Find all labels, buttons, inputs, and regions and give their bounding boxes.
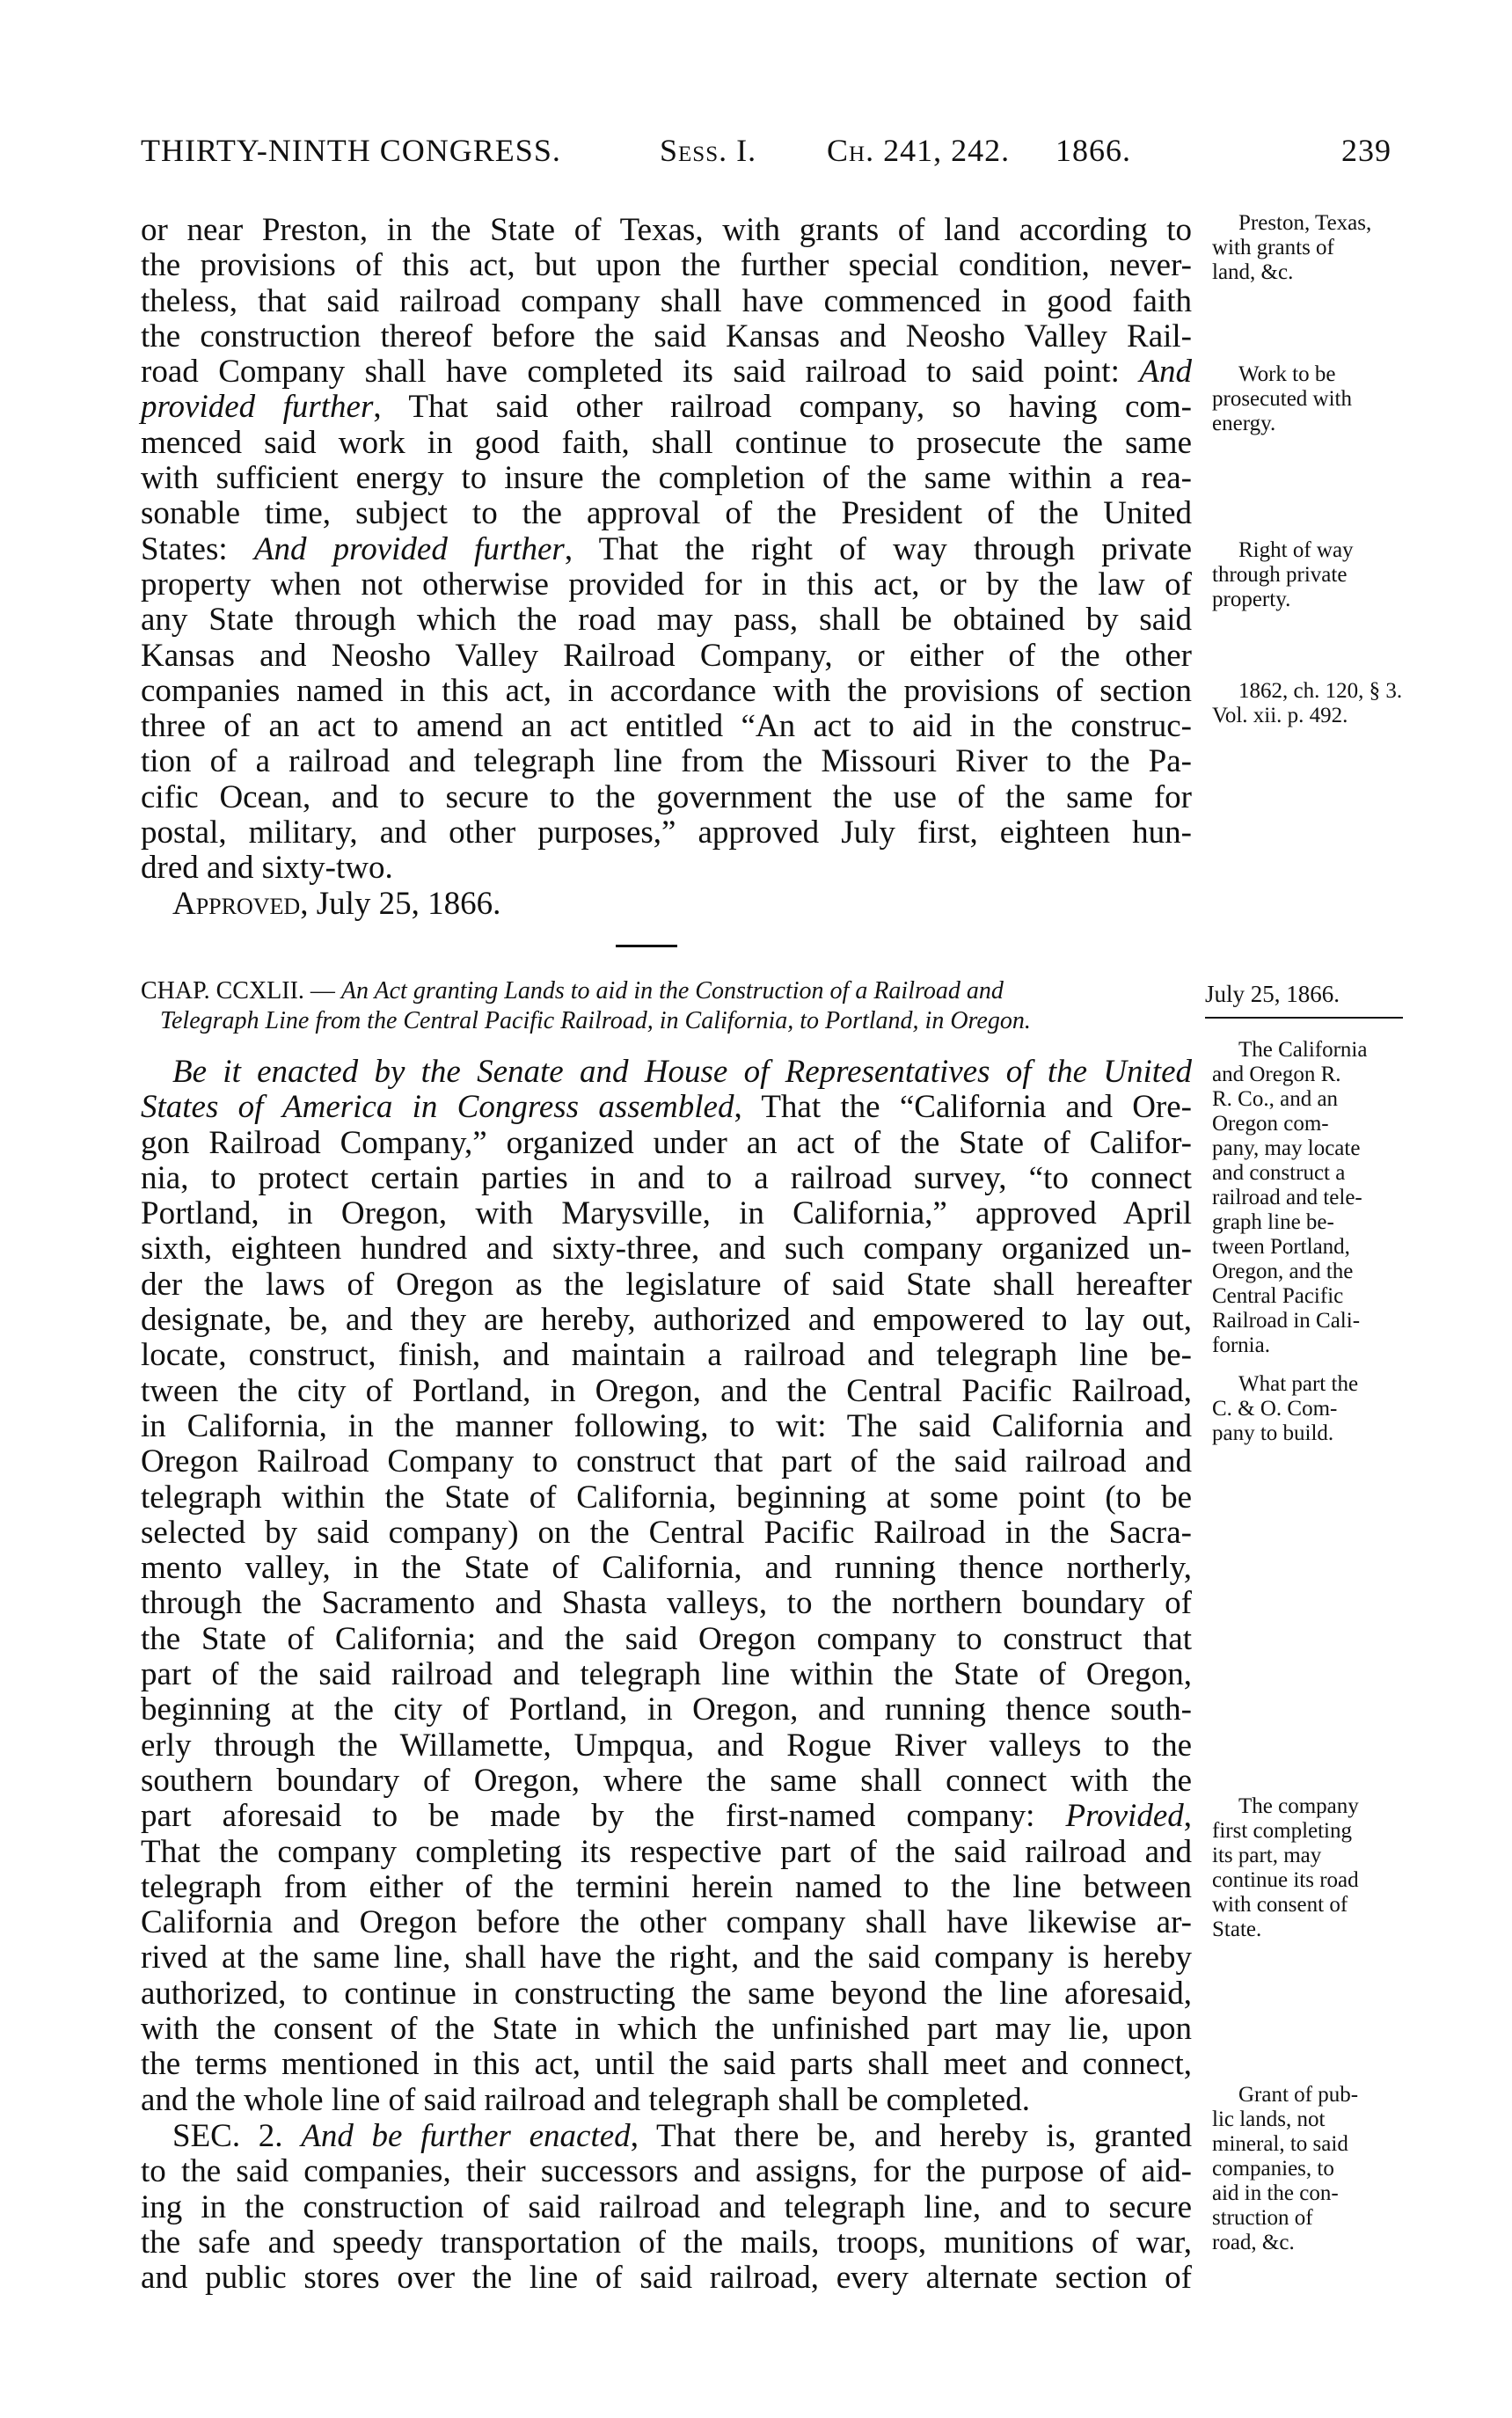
margin-note-line: Preston, Texas,: [1238, 211, 1372, 235]
margin-note-line: railroad and tele-: [1212, 1186, 1362, 1209]
italic-text: Provided: [1065, 1798, 1184, 1835]
text-line: [141, 390, 1192, 425]
text: theless, that said railroad company shall have commenced in good faith: [141, 282, 1192, 319]
margin-note-line: Oregon com-: [1212, 1112, 1329, 1136]
text: postal, military, and other purposes,” approved July first, eighteen hun-: [141, 815, 1192, 851]
text: with sufficient energy to insure the completion of the same within a rea-: [141, 460, 1192, 497]
margin-note-line: energy.: [1212, 412, 1276, 435]
text-line: [141, 976, 1161, 1006]
margin-note-line: 1862, ch. 120, § 3.: [1238, 679, 1403, 703]
header-year: 1866.: [1055, 133, 1131, 168]
text: the safe and speedy transportation of the mails, troops, munitions of war,: [141, 2224, 1192, 2261]
text: three of an act to amend an act entitled “An act to aid in the construc-: [141, 708, 1192, 745]
text: nia, to protect certain parties in and to a railroad survey, “to connect: [141, 1159, 1192, 1196]
margin-note-line: What part the: [1238, 1372, 1359, 1396]
margin-note-line: The California: [1238, 1038, 1368, 1062]
text: tion of a railroad and telegraph line from the Missouri River to the Pa-: [141, 743, 1192, 780]
header-title: THIRTY-NINTH CONGRESS.: [141, 133, 561, 168]
italic-text: And provided further: [253, 530, 565, 567]
chapter-heading: [141, 976, 1161, 1036]
margin-note: [1212, 1794, 1414, 1942]
margin-note: [1212, 362, 1414, 436]
text-line: [141, 1586, 1192, 1621]
text-line: [141, 1622, 1192, 1657]
text: the provisions of this act, but upon the further special condition, never-: [141, 247, 1192, 284]
italic-text: Telegraph Line from the Central Pacific Railroad, in California, to Portland, in Oregon.: [160, 1007, 1031, 1034]
margin-note-line: continue its road: [1212, 1868, 1359, 1892]
margin-note-line: pany, may locate: [1212, 1136, 1361, 1160]
text-line: [141, 2119, 1192, 2154]
text: southern boundary of Oregon, where the same shall connect with the: [141, 1762, 1192, 1799]
text: erly through the Willamette, Umpqua, and Rogue River valleys to the: [141, 1727, 1192, 1764]
text: telegraph within the State of California, beginning at some point (to be: [141, 1479, 1192, 1516]
margin-note-line: property.: [1212, 588, 1291, 611]
text-line: [141, 1090, 1192, 1125]
text: California and Oregon before the other company shall have likewise ar-: [141, 1904, 1192, 1941]
text: der the laws of Oregon as the legislature of said State shall hereafter: [141, 1266, 1192, 1303]
italic-text: And be further enacted: [301, 2118, 631, 2154]
text: authorized, to continue in constructing the same beyond the line aforesaid,: [141, 1975, 1192, 2012]
margin-note-line: land, &c.: [1212, 260, 1294, 284]
margin-note-line: road, &c.: [1212, 2231, 1295, 2254]
text-line: [141, 1161, 1192, 1196]
text: , That the “California and Ore-: [734, 1089, 1192, 1126]
text: property when not otherwise provided for in this act, or by the law of: [141, 566, 1192, 603]
margin-note-line: graph line be-: [1212, 1210, 1334, 1234]
margin-note-line: Work to be: [1238, 362, 1336, 386]
text-line: [141, 284, 1192, 319]
text: the State of California; and the said Oregon company to construct that: [141, 1620, 1192, 1657]
text: locate, construct, finish, and maintain a railroad and telegraph line be-: [141, 1337, 1192, 1374]
text-line: [141, 1835, 1192, 1870]
text-line: [141, 461, 1192, 496]
running-header: [141, 132, 1407, 176]
text-line: [141, 1409, 1192, 1444]
text-line: [141, 567, 1192, 603]
text: That the company completing its respective part of the said railroad and: [141, 1833, 1192, 1870]
text: SEC. 2.: [172, 2118, 302, 2154]
text: , That there be, and hereby is, granted: [630, 2118, 1193, 2154]
text: and the whole line of said railroad and telegraph shall be completed.: [141, 2081, 1030, 2118]
text: telegraph from either of the termini herein named to the line between: [141, 1868, 1192, 1905]
text: the terms mentioned in this act, until the said parts shall meet and connect,: [141, 2046, 1192, 2083]
text-line: [141, 1126, 1192, 1161]
margin-note-line: fornia.: [1212, 1333, 1270, 1357]
text: road Company shall have completed its said railroad to said point:: [141, 354, 1140, 391]
margin-note: [1212, 679, 1414, 728]
margin-note-line: tween Portland,: [1212, 1235, 1350, 1259]
text: selected by said company) on the Central Pacific Railroad in the Sacra-: [141, 1514, 1192, 1551]
italic-text: States of America in Congress assembled: [141, 1089, 734, 1126]
text-line: [141, 1444, 1192, 1479]
margin-note-line: Oregon, and the: [1212, 1260, 1354, 1283]
margin-note-line: Vol. xii. p. 492.: [1212, 704, 1348, 727]
text-line: [141, 1196, 1192, 1231]
text: CHAP. CCXLII. —: [141, 977, 341, 1004]
text: tween the city of Portland, in Oregon, and the Central Pacific Railroad,: [141, 1372, 1192, 1409]
text-line: [141, 2225, 1192, 2261]
margin-note-line: The company: [1238, 1794, 1359, 1818]
text-line: [141, 603, 1192, 638]
italic-text: provided further: [141, 389, 374, 426]
text-line: [141, 1516, 1192, 1551]
text: sonable time, subject to the approval of the President of the United: [141, 495, 1192, 532]
text: beginning at the city of Portland, in Oregon, and running thence south-: [141, 1691, 1192, 1728]
approved-label: Approved,: [172, 886, 309, 922]
approved-line: [172, 887, 500, 922]
text: gon Railroad Company,” organized under an act of the State of Califor-: [141, 1124, 1192, 1161]
text: Portland, in Oregon, with Marysville, in California,” approved April: [141, 1195, 1192, 1232]
margin-note-line: aid in the con-: [1212, 2181, 1339, 2205]
text: menced said work in good faith, shall continue to prosecute the same: [141, 424, 1192, 461]
margin-note-line: struction of: [1212, 2206, 1313, 2230]
text: States:: [141, 530, 254, 567]
text: or near Preston, in the State of Texas, with grants of land according to: [141, 212, 1192, 248]
text: rived at the same line, shall have the right, and the said company is hereby: [141, 1940, 1192, 1976]
italic-text: An Act granting Lands to aid in the Construction of a Railroad and: [340, 977, 1004, 1004]
text: sixth, eighteen hundred and sixty-three, and such company organized un-: [141, 1231, 1192, 1267]
header-chapter: Ch. 241, 242.: [827, 133, 1011, 168]
text-line: [141, 639, 1192, 674]
text-line: [141, 2083, 1192, 2118]
margin-note-line: mineral, to said: [1212, 2132, 1348, 2156]
text: , That said other railroad company, so having com-: [373, 389, 1192, 426]
margin-note: [1212, 1038, 1414, 1358]
text: part of the said railroad and telegraph line within the State of Oregon,: [141, 1656, 1192, 1693]
chapter-date: July 25, 1866.: [1205, 981, 1403, 1019]
italic-text: And: [1139, 354, 1192, 391]
text-line: [141, 1480, 1192, 1516]
margin-note-line: through private: [1212, 563, 1348, 587]
text: ,: [1183, 1798, 1192, 1835]
text: Kansas and Neosho Valley Railroad Company, or either of the other: [141, 637, 1192, 674]
margin-note-line: first completing: [1212, 1819, 1352, 1843]
margin-note-line: pany to build.: [1212, 1421, 1334, 1445]
header-session: Sess. I.: [660, 133, 757, 168]
text-line: [141, 2261, 1192, 2296]
margin-note: [1212, 538, 1414, 612]
margin-note-line: Central Pacific: [1212, 1284, 1344, 1308]
text-line: [141, 1657, 1192, 1692]
text-line: [141, 354, 1192, 390]
text-line: [141, 1728, 1192, 1764]
text-line: [141, 1976, 1192, 2012]
text-line: [141, 1870, 1192, 1905]
section-2-text: [141, 2119, 1192, 2296]
margin-note-line: with consent of: [1212, 1893, 1348, 1917]
text: part aforesaid to be made by the first-named company:: [141, 1798, 1066, 1835]
margin-note-line: lic lands, not: [1212, 2108, 1326, 2131]
section-1-text: [141, 1055, 1192, 2118]
text-line: [141, 815, 1192, 851]
text-line: [141, 1231, 1192, 1267]
text-line: [141, 1764, 1192, 1799]
margin-note-line: Railroad in Cali-: [1212, 1309, 1361, 1333]
text-line: [141, 1267, 1192, 1303]
italic-text: Be it enacted by the Senate and House of Representatives of the United: [172, 1054, 1192, 1090]
page-number: 239: [1341, 133, 1391, 168]
margin-note-line: Grant of pub-: [1238, 2083, 1359, 2107]
text-line: [141, 744, 1192, 779]
text: dred and sixty-two.: [141, 850, 393, 887]
margin-note-line: C. & O. Com-: [1212, 1397, 1338, 1421]
text-line: [141, 1799, 1192, 1834]
text-line: [141, 1006, 1161, 1036]
text-line: [141, 1905, 1192, 1940]
text-line: [141, 674, 1192, 709]
text: any State through which the road may pass, shall be obtained by said: [141, 602, 1192, 639]
text-line: [141, 709, 1192, 744]
margin-note-line: and Oregon R.: [1212, 1063, 1341, 1086]
text-line: [141, 532, 1192, 567]
margin-note: [1212, 211, 1414, 285]
text: in California, in the manner following, to wit: The said California and: [141, 1407, 1192, 1444]
margin-note-line: its part, may: [1212, 1844, 1322, 1867]
text: the construction thereof before the said Kansas and Neosho Valley Rail-: [141, 318, 1192, 354]
margin-note-line: State.: [1212, 1918, 1262, 1941]
text: and public stores over the line of said railroad, every alternate section of: [141, 2260, 1192, 2297]
margin-note-line: with grants of: [1212, 236, 1334, 259]
text-line: [141, 1692, 1192, 1728]
text-line: [141, 1374, 1192, 1409]
section-a-text: [141, 213, 1192, 887]
text: cific Ocean, and to secure to the government the use of the same for: [141, 778, 1192, 815]
text: designate, be, and they are hereby, authorized and empowered to lay out,: [141, 1302, 1192, 1339]
text-line: [141, 1055, 1192, 1090]
text-line: [141, 851, 1192, 886]
text: ing in the construction of said railroad and telegraph line, and to secure: [141, 2188, 1192, 2225]
text-line: [141, 1338, 1192, 1373]
margin-note-line: prosecuted with: [1212, 387, 1352, 411]
text-line: [141, 2012, 1192, 2047]
text: to the said companies, their successors and assigns, for the purpose of aid-: [141, 2153, 1192, 2190]
approved-date: July 25, 1866.: [308, 886, 501, 922]
text-line: [141, 2154, 1192, 2189]
text: through the Sacramento and Shasta valleys, to the northern boundary of: [141, 1585, 1192, 1622]
margin-note-line: R. Co., and an: [1212, 1087, 1339, 1111]
text: companies named in this act, in accordance with the provisions of section: [141, 672, 1192, 709]
text: Oregon Railroad Company to construct that part of the said railroad and: [141, 1443, 1192, 1480]
text-line: [141, 496, 1192, 531]
text-line: [141, 213, 1192, 248]
text-line: [141, 248, 1192, 283]
text-line: [141, 426, 1192, 461]
margin-note-line: and construct a: [1212, 1161, 1346, 1185]
text-line: [141, 2047, 1192, 2082]
text-line: [141, 1940, 1192, 1976]
margin-note-line: Right of way: [1238, 538, 1354, 562]
margin-note: [1212, 2083, 1414, 2255]
text: with the consent of the State in which the unfinished part may lie, upon: [141, 2011, 1192, 2048]
text-line: [141, 1551, 1192, 1586]
margin-note-line: companies, to: [1212, 2157, 1334, 2181]
text-line: [141, 780, 1192, 815]
text: , That the right of way through private: [564, 530, 1192, 567]
text-line: [141, 319, 1192, 354]
margin-note: [1212, 1372, 1414, 1446]
text: mento valley, in the State of California, and running thence northerly,: [141, 1550, 1192, 1587]
text-line: [141, 2190, 1192, 2225]
section-divider: [616, 945, 677, 947]
text-line: [141, 1303, 1192, 1338]
